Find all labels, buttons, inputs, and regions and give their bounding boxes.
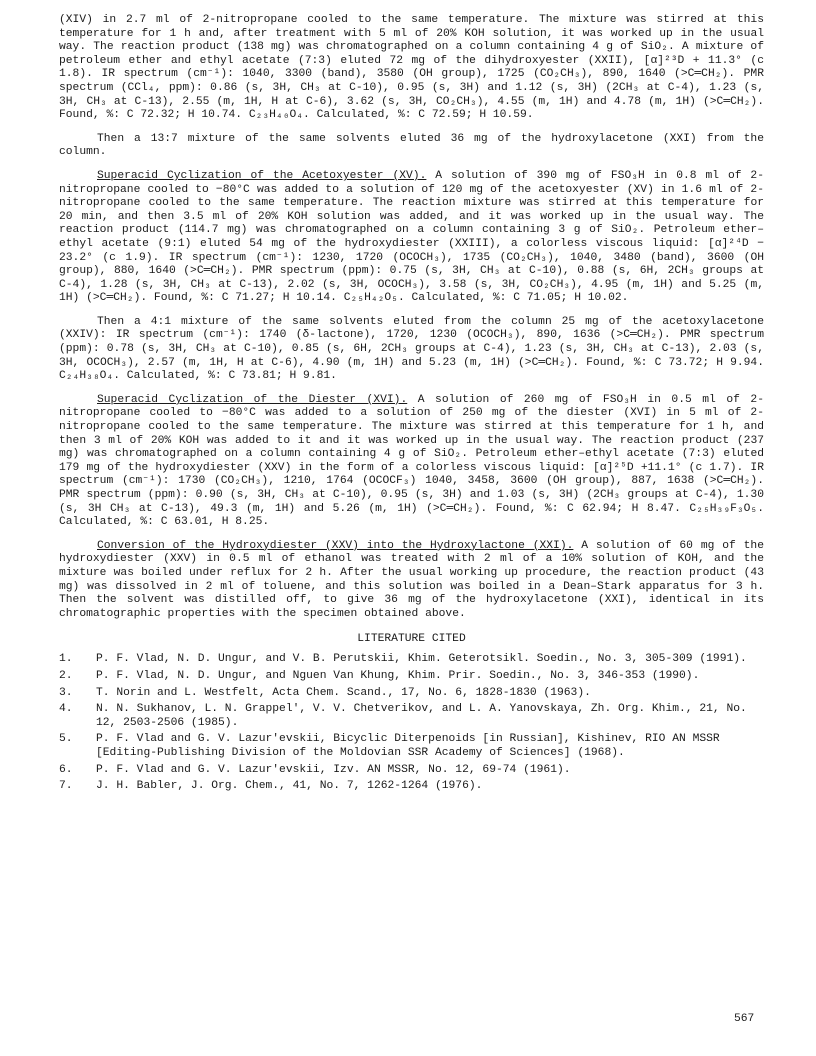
- reference-item: 1. P. F. Vlad, N. D. Ungur, and V. B. Perutskii, Khim. Geterotsikl. Soedin., No. 3, 305-309 (1991).: [59, 653, 747, 666]
- paragraph-1: (XIV) in 2.7 ml of 2-nitropropane cooled to the same temperature. The mixture was stirred at this temperature for 1 h and, after treatment with 5 ml of 20% KOH solution, it was worked up in the usual way. The reaction product (138 mg) was chromatographed on a column containing 4 g of SiO₂. A mixture of petroleum ether and ethyl acetate (7:3) eluted 72 mg of the dihydroxyester (XXII), [α]²³D + 11.3° (c 1.8). IR spectrum (cm⁻¹): 1040, 3300 (band), 3580 (OH group), 1725 (CO₂CH₃), 890, 1640 (>C═CH₂). PMR spectrum (CCl₄, ppm): 0.86 (s, 3H, CH₃ at C-10), 0.95 (s, 3H) and 1.12 (s, 3H) (2CH₃ at C-4), 1.23 (s, 3H, CH₃ at C-13), 2.55 (m, 1H, H at C-6), 3.62 (s, 3H, CO₂CH₃), 4.55 (m, 1H) and 4.78 (m, 1H) (>C═CH₂). Found, %: C 72.32; H 10.74. C₂₃H₄₀O₄. Calculated, %: C 72.59; H 10.59.: [59, 14, 764, 122]
- document-page: [59, 14, 764, 797]
- section-heading: Superacid Cyclization of the Diester (XVI).: [97, 393, 408, 406]
- page-number: 567: [734, 1013, 755, 1025]
- paragraph-acetoxylacetone: Then a 4:1 mixture of the same solvents eluted from the column 25 mg of the acetoxylacetone (XXIV): IR spectrum (cm⁻¹): 1740 (δ-lactone), 1720, 1230 (OCOCH₃), 890, 1636 (>C═CH₂). PMR spectrum (ppm): 0.78 (s, 3H, CH₃ at C-10), 0.85 (s, 6H, 2CH₃ groups at C-4), 1.23 (s, 3H, CH₃ at C-13), 2.03 (s, 3H, OCOCH₃), 2.57 (m, 1H, H at C-6), 4.90 (m, 1H) and 5.23 (m, 1H) (>C═CH₂). Found, %: C 73.72; H 9.94. C₂₄H₃₈O₄. Calculated, %: C 73.81; H 9.81.: [59, 315, 764, 383]
- paragraph-diester-cyclization: Superacid Cyclization of the Diester (XVI). A solution of 260 mg of FSO₃H in 0.5 ml of 2-nitropropane cooled to −80°C was added to a solution of 250 mg of the diester (XVI) in 5 ml of 2-nitropropane cooled to the same temperature. The mixture was stirred at this temperature for 1 h, and then 3 ml of 20% KOH was added to it and it was worked up in the usual way. The reaction product (237 mg) was chromatographed on a column containing 4 g of SiO₂. Petroleum ether–ethyl acetate (7:3) eluted 179 mg of the hydroxydiester (XXV) in the form of a colorless viscous liquid: [α]²⁵D +11.1° (c 1.7). IR spectrum (cm⁻¹): 1730 (CO₂CH₃), 1210, 1764 (OCOCF₃) 1040, 3458, 3600 (OH group), 887, 1638 (>C═CH₂). PMR spectrum (ppm): 0.90 (s, 3H, CH₃ at C-10), 0.95 (s, 3H) and 1.03 (s, 3H) (2CH₃ groups at C-4), 1.30 (s, 3H CH₃ at C-13), 49.3 (m, 1H) and 5.26 (m, 1H) (>C═CH₂). Found, %: C 62.94; H 8.47. C₂₅H₃₉F₃O₅. Calculated, %: C 63.01, H 8.25.: [59, 393, 764, 529]
- reference-item: 6. P. F. Vlad and G. V. Lazur'evskii, Izv. AN MSSR, No. 12, 69-74 (1961).: [59, 763, 571, 776]
- reference-list: [59, 653, 764, 793]
- paragraph-2: Then a 13:7 mixture of the same solvents eluted 36 mg of the hydroxylacetone (XXI) from the column.: [59, 132, 764, 159]
- section-heading: Conversion of the Hydroxydiester (XXV) into the Hydroxylactone (XXI).: [97, 539, 574, 552]
- reference-item: 4. N. N. Sukhanov, L. N. Grappel', V. V. Chetverikov, and L. A. Yanovskaya, Zh. Org. Khim., 21, No. 12, 2503-2506 (1985).: [59, 703, 747, 729]
- literature-title: LITERATURE CITED: [357, 633, 466, 646]
- section-heading: Superacid Cyclization of the Acetoxyester (XV).: [97, 169, 427, 182]
- reference-item: 5. P. F. Vlad and G. V. Lazur'evskii, Bicyclic Diterpenoids [in Russian], Kishinev, RIO AN MSSR [Editing-Publishing Division of the Moldovian SSR Academy of Sciences] (1968).: [59, 733, 720, 759]
- reference-item: 3. T. Norin and L. Westfelt, Acta Chem. Scand., 17, No. 6, 1828-1830 (1963).: [59, 686, 591, 699]
- paragraph-hydroxydiester-conversion: Conversion of the Hydroxydiester (XXV) into the Hydroxylactone (XXI). A solution of 60 mg of the hydroxydiester (XXV) in 0.5 ml of ethanol was treated with 2 ml of a 10% solution of KOH, and the mixture was boiled under reflux for 2 h. After the usual working up procedure, the reaction product (43 mg) was dissolved in 2 ml of toluene, and this solution was boiled in a Dean–Stark apparatus for 3 h. Then the solvent was distilled off, to give 36 mg of the hydroxylacetone (XXI), identical in its chromatographic properties with the specimen obtained above.: [59, 539, 764, 620]
- reference-item: 2. P. F. Vlad, N. D. Ungur, and Nguen Van Khung, Khim. Prir. Soedin., No. 3, 346-353 (1990).: [59, 669, 700, 682]
- reference-item: 7. J. H. Babler, J. Org. Chem., 41, No. 7, 1262-1264 (1976).: [59, 780, 483, 793]
- paragraph-acetoxyester-cyclization: Superacid Cyclization of the Acetoxyester (XV). A solution of 390 mg of FSO₃H in 0.8 ml of 2-nitropropane cooled to −80°C was added to a solution of 120 mg of the acetoxyester (XV) in 1.6 ml of 2-nitropropane cooled to the same temperature. The reaction mixture was stirred at this temperature for 20 min, and then 3.5 ml of 20% KOH solution was added, and it was worked up in the usual way. The reaction product (114.7 mg) was chromatographed on a column containing 3 g of SiO₂. Petroleum ether–ethyl acetate (9:1) eluted 54 mg of the hydroxydiester (XXIII), a colorless viscous liquid: [α]²⁴D − 23.2° (c 1.9). IR spectrum (cm⁻¹): 1230, 1720 (OCOCH₃), 1735 (CO₂CH₃), 1040, 3480 (band), 3600 (OH group), 880, 1640 (>C═CH₂). PMR spectrum (ppm): 0.75 (s, 3H, CH₃ at C-10), 0.88 (s, 6H, 2CH₃ groups at C-4), 1.28 (s, 3H, CH₃ at C-13), 2.02 (s, 3H, OCOCH₃), 3.58 (s, 3H, CO₂CH₃), 4.95 (m, 1H) and 5.25 (m, 1H) (>C═CH₂). Found, %: C 71.27; H 10.14. C₂₅H₄₂O₅. Calculated, %: C 71.05; H 10.02.: [59, 169, 764, 305]
